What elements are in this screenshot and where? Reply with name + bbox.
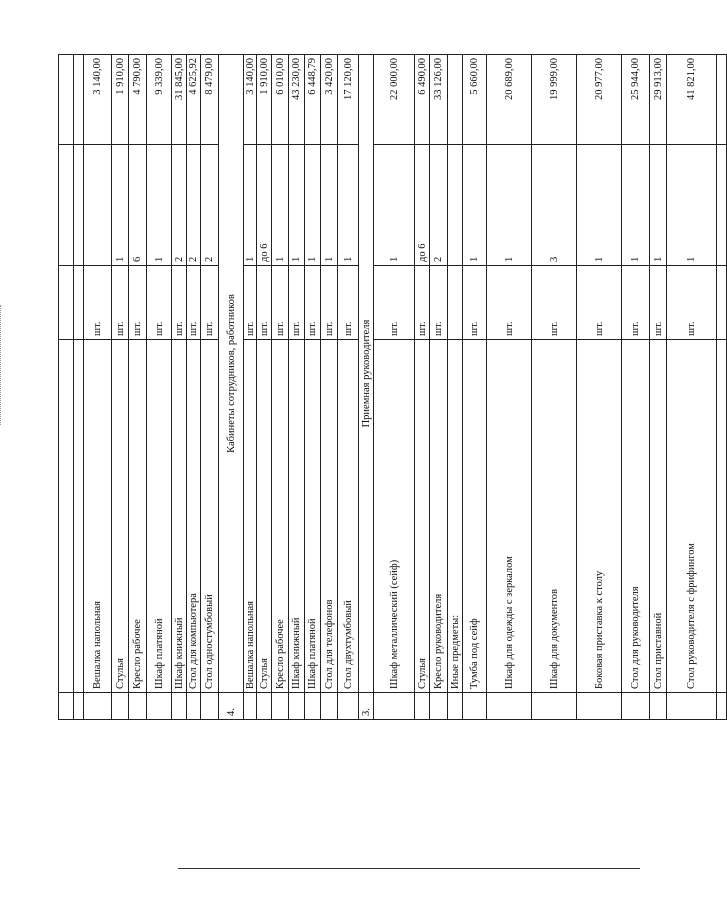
table-row [244, 55, 257, 720]
quantity-cell: 1 [577, 145, 622, 266]
row-number-cell [532, 693, 577, 720]
quantity-cell: 1 [147, 145, 172, 266]
quantity-cell: 1 [305, 145, 321, 266]
item-name-cell: Боковая приставка к столу [577, 340, 622, 693]
row-number-cell [430, 693, 448, 720]
page-edge-mark [0, 305, 3, 425]
row-number-cell [201, 693, 219, 720]
unit-cell: шт. [305, 266, 321, 340]
price-cell [448, 55, 463, 145]
table-row [667, 55, 717, 720]
row-number-cell [415, 693, 430, 720]
row-number-cell [338, 693, 359, 720]
price-cell: 6 490,00 [415, 55, 430, 145]
quantity-cell: 1 [112, 145, 129, 266]
unit-cell [74, 266, 84, 340]
table-row [430, 55, 448, 720]
table-row [84, 55, 112, 720]
blank-cell [717, 55, 727, 145]
quantity-cell: 1 [463, 145, 487, 266]
unit-cell: шт. [577, 266, 622, 340]
row-number-cell [487, 693, 532, 720]
row-number-cell [84, 693, 112, 720]
row-number-cell [321, 693, 338, 720]
unit-cell: шт. [129, 266, 147, 340]
unit-cell: шт. [667, 266, 717, 340]
row-number-cell [257, 693, 272, 720]
row-number-cell [650, 693, 667, 720]
row-number-cell [187, 693, 201, 720]
price-cell: 5 660,00 [463, 55, 487, 145]
item-name-cell: Кресло рабочее [272, 340, 289, 693]
row-number-cell [305, 693, 321, 720]
table-row [112, 55, 129, 720]
row-number-cell [244, 693, 257, 720]
item-name-cell: Стулья [415, 340, 430, 693]
unit-cell: шт. [272, 266, 289, 340]
row-number-cell [448, 693, 463, 720]
quantity-cell: 1 [338, 145, 359, 266]
price-cell: 20 977,00 [577, 55, 622, 145]
item-name-cell: Кресло руководителя [430, 340, 448, 693]
table-row [415, 55, 430, 720]
blank-cell [717, 340, 727, 693]
unit-cell: шт. [338, 266, 359, 340]
unit-cell: шт. [172, 266, 187, 340]
quantity-cell: 1 [374, 145, 415, 266]
table-body [59, 55, 727, 720]
item-name-cell: Иные предметы: [448, 340, 463, 693]
unit-cell: шт. [244, 266, 257, 340]
row-number-cell [289, 693, 305, 720]
furniture-norms-table [58, 54, 727, 720]
section-number: 4. [219, 693, 244, 720]
rotated-table-container [58, 55, 697, 720]
unit-cell: шт. [487, 266, 532, 340]
price-cell: 33 126,00 [430, 55, 448, 145]
table-row [172, 55, 187, 720]
price-cell: 19 999,00 [532, 55, 577, 145]
item-name-cell: Стол для телефонов [321, 340, 338, 693]
row-number-cell [74, 693, 84, 720]
quantity-cell: 2 [201, 145, 219, 266]
table-row [532, 55, 577, 720]
unit-cell: шт. [532, 266, 577, 340]
table-row [622, 55, 650, 720]
price-cell: 3 140,00 [244, 55, 257, 145]
section-row [359, 55, 374, 720]
blank-cell [59, 340, 74, 693]
price-cell: 3 140,00 [84, 55, 112, 145]
price-cell: 20 689,00 [487, 55, 532, 145]
item-name-cell: Стол для руководителя [622, 340, 650, 693]
row-number-cell [129, 693, 147, 720]
unit-cell: шт. [321, 266, 338, 340]
quantity-cell: 1 [289, 145, 305, 266]
item-name-cell: Стол руководителя с фрифингом [667, 340, 717, 693]
quantity-cell [74, 145, 84, 266]
quantity-cell: 1 [487, 145, 532, 266]
quantity-cell: до 6 [257, 145, 272, 266]
blank-row [59, 55, 74, 720]
unit-cell: шт. [257, 266, 272, 340]
quantity-cell: до 6 [415, 145, 430, 266]
table-row [257, 55, 272, 720]
blank-cell [59, 145, 74, 266]
unit-cell: шт. [463, 266, 487, 340]
price-cell: 31 845,00 [172, 55, 187, 145]
blank-cell [59, 55, 74, 145]
price-cell: 29 913,00 [650, 55, 667, 145]
price-cell: 17 120,00 [338, 55, 359, 145]
quantity-cell: 3 [532, 145, 577, 266]
quantity-cell: 1 [622, 145, 650, 266]
price-cell: 4 790,00 [129, 55, 147, 145]
quantity-cell: 1 [321, 145, 338, 266]
item-name-cell: Шкаф металлический (сейф) [374, 340, 415, 693]
table-row [321, 55, 338, 720]
item-name-cell: Стол двухтумбовый [338, 340, 359, 693]
unit-cell: шт. [84, 266, 112, 340]
row-number-cell [622, 693, 650, 720]
unit-cell: шт. [415, 266, 430, 340]
row-number-cell [112, 693, 129, 720]
section-row [219, 55, 244, 720]
table-row [129, 55, 147, 720]
unit-cell [448, 266, 463, 340]
row-number-cell [374, 693, 415, 720]
quantity-cell: 1 [667, 145, 717, 266]
item-name-cell: Стол для компьютера [187, 340, 201, 693]
item-name-cell: Вешалка напольная [244, 340, 257, 693]
quantity-cell: 1 [650, 145, 667, 266]
item-name-cell: Стулья [257, 340, 272, 693]
item-name-cell: Шкаф платяной [147, 340, 172, 693]
quantity-cell: 2 [430, 145, 448, 266]
row-number-cell [147, 693, 172, 720]
row-number-cell [577, 693, 622, 720]
quantity-cell: 6 [129, 145, 147, 266]
item-name-cell: Шкаф книжный [172, 340, 187, 693]
unit-cell: шт. [201, 266, 219, 340]
unit-cell: шт. [430, 266, 448, 340]
table-row [187, 55, 201, 720]
table-row [201, 55, 219, 720]
item-name-cell: Стулья [112, 340, 129, 693]
price-cell: 41 821,00 [667, 55, 717, 145]
table-row [374, 55, 415, 720]
table-row [463, 55, 487, 720]
blank-cell [59, 693, 74, 720]
table-row [577, 55, 622, 720]
item-name-cell: Тумба под сейф [463, 340, 487, 693]
row-number-cell [172, 693, 187, 720]
price-cell [74, 55, 84, 145]
price-cell: 25 944,00 [622, 55, 650, 145]
price-cell: 6 448,79 [305, 55, 321, 145]
unit-cell: шт. [112, 266, 129, 340]
section-title: Приемная руководителя [359, 55, 374, 693]
price-cell: 9 339,00 [147, 55, 172, 145]
price-cell: 43 230,00 [289, 55, 305, 145]
row-number-cell [667, 693, 717, 720]
unit-cell: шт. [374, 266, 415, 340]
blank-row [717, 55, 727, 720]
table-row [448, 55, 463, 720]
table-row [338, 55, 359, 720]
item-name-cell: Шкаф для документов [532, 340, 577, 693]
blank-cell [717, 266, 727, 340]
item-name-cell: Шкаф книжный [289, 340, 305, 693]
quantity-cell: 2 [172, 145, 187, 266]
unit-cell: шт. [650, 266, 667, 340]
row-number-cell [272, 693, 289, 720]
price-cell: 1 910,00 [257, 55, 272, 145]
section-number: 3. [359, 693, 374, 720]
section-title: Кабинеты сотрудников, работников [219, 55, 244, 693]
bottom-rule [178, 868, 640, 869]
item-name-cell: Кресло рабочее [129, 340, 147, 693]
blank-cell [717, 693, 727, 720]
item-name-cell [74, 340, 84, 693]
price-cell: 22 000,00 [374, 55, 415, 145]
quantity-cell [448, 145, 463, 266]
unit-cell: шт. [187, 266, 201, 340]
table-row [650, 55, 667, 720]
unit-cell: шт. [289, 266, 305, 340]
item-name-cell: Шкаф платяной [305, 340, 321, 693]
item-name-cell: Стол одностумбовый [201, 340, 219, 693]
row-number-cell [463, 693, 487, 720]
blank-cell [717, 145, 727, 266]
unit-cell: шт. [147, 266, 172, 340]
blank-cell [59, 266, 74, 340]
table-row [272, 55, 289, 720]
table-row [147, 55, 172, 720]
table-row [305, 55, 321, 720]
price-cell: 1 910,00 [112, 55, 129, 145]
price-cell: 3 420,00 [321, 55, 338, 145]
table-row [487, 55, 532, 720]
item-name-cell: Стол приставной [650, 340, 667, 693]
price-cell: 4 625,92 [187, 55, 201, 145]
table-row [74, 55, 84, 720]
price-cell: 6 010,00 [272, 55, 289, 145]
quantity-cell [84, 145, 112, 266]
table-row [289, 55, 305, 720]
quantity-cell: 1 [272, 145, 289, 266]
unit-cell: шт. [622, 266, 650, 340]
price-cell: 8 479,00 [201, 55, 219, 145]
item-name-cell: Шкаф для одежды с зеркалом [487, 340, 532, 693]
quantity-cell: 1 [244, 145, 257, 266]
item-name-cell: Вешалка напольная [84, 340, 112, 693]
quantity-cell: 2 [187, 145, 201, 266]
